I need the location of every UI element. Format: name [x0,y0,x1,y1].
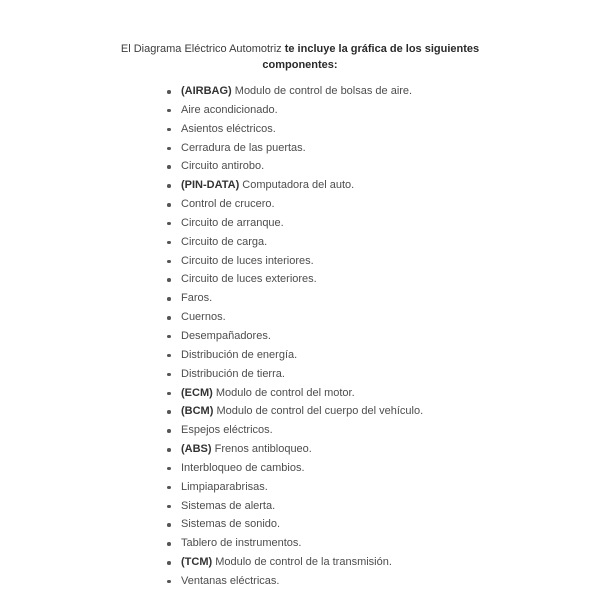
list-item [165,478,585,497]
item-code: (ECM) [181,386,213,399]
list-item [165,82,585,101]
item-text: Circuito antirobo. [181,160,265,173]
list-item [165,384,585,403]
list-item [165,214,585,233]
list-item [165,346,585,365]
list-item [165,534,585,553]
list-item [165,195,585,214]
bullet-icon [167,241,171,245]
list-item [165,176,585,195]
intro-paragraph [0,41,600,73]
bullet-icon [167,354,171,358]
list-item [165,421,585,440]
bullet-icon [167,505,171,509]
bullet-icon [167,128,171,132]
item-text: Asientos eléctricos. [181,122,276,135]
intro-line-1 [0,41,600,57]
list-item [165,252,585,271]
intro-normal-text: El Diagrama Eléctrico Automotriz [120,43,285,55]
item-text: Computadora del auto. [239,179,355,192]
item-text: Desempañadores. [181,329,271,342]
intro-bold-text: te incluye la gráfica de los siguientes [284,43,480,55]
bullet-icon [167,542,171,546]
item-code: (BCM) [181,405,214,418]
bullet-icon [167,448,171,452]
list-item [165,553,585,572]
bullet-icon [167,467,171,471]
item-text: Distribución de energía. [181,348,298,361]
list-item [165,289,585,308]
item-text: Interbloqueo de cambios. [181,461,305,474]
item-text: Sistemas de sonido. [181,518,281,531]
bullet-icon [167,297,171,301]
item-text: Distribución de tierra. [181,367,285,380]
item-text: Espejos eléctricos. [181,424,273,437]
list-item [165,139,585,158]
item-text: Circuito de carga. [181,235,268,248]
bullet-icon [167,316,171,320]
item-code: (PIN-DATA) [181,179,240,192]
bullet-icon [167,335,171,339]
bullet-icon [167,392,171,396]
bullet-icon [167,429,171,433]
list-item [165,515,585,534]
item-text: Ventanas eléctricas. [181,574,280,587]
bullet-icon [167,222,171,226]
list-item [165,459,585,478]
item-code: (AIRBAG) [181,85,232,97]
bullet-icon [167,165,171,169]
item-text: Limpiaparabrisas. [181,480,268,493]
bullet-icon [167,184,171,188]
bullet-icon [167,147,171,151]
item-text: Cerradura de las puertas. [181,141,306,154]
list-item [165,120,585,139]
item-text: Modulo de control del motor. [212,386,355,399]
list-item [165,101,585,120]
item-text: Control de crucero. [181,198,275,211]
list-item [165,497,585,516]
item-text: Modulo de control de la transmisión. [212,556,392,569]
item-text: Circuito de luces exteriores. [181,273,317,286]
item-text: Modulo de control del cuerpo del vehículo. [213,405,424,418]
components-list [165,82,585,591]
item-text: Circuito de luces interiores. [181,254,314,267]
list-item [165,327,585,346]
bullet-icon [167,373,171,377]
list-item [165,365,585,384]
item-code: (TCM) [181,556,213,569]
list-item [165,572,585,591]
item-text: Modulo de control de bolsas de aire. [231,85,413,97]
bullet-icon [167,203,171,207]
bullet-icon [167,561,171,565]
bullet-icon [167,260,171,264]
item-text: Faros. [181,292,213,305]
list-item [165,270,585,289]
list-item [165,402,585,421]
item-text: Circuito de arranque. [181,216,284,229]
bullet-icon [167,410,171,414]
bullet-icon [167,278,171,282]
list-item [165,157,585,176]
intro-bold-text-line-2: componentes: [262,59,338,71]
item-text: Sistemas de alerta. [181,499,276,512]
list-item [165,440,585,459]
item-text: Tablero de instrumentos. [181,537,302,550]
list-item [165,233,585,252]
bullet-icon [167,580,171,584]
list-item [165,308,585,327]
item-text: Cuernos. [181,311,226,324]
item-text: Frenos antibloqueo. [211,443,312,456]
bullet-icon [167,109,171,113]
item-code: (ABS) [181,443,212,456]
item-text: Aire acondicionado. [181,103,278,116]
bullet-icon [167,523,171,527]
bullet-icon [167,486,171,490]
bullet-icon [167,90,171,94]
